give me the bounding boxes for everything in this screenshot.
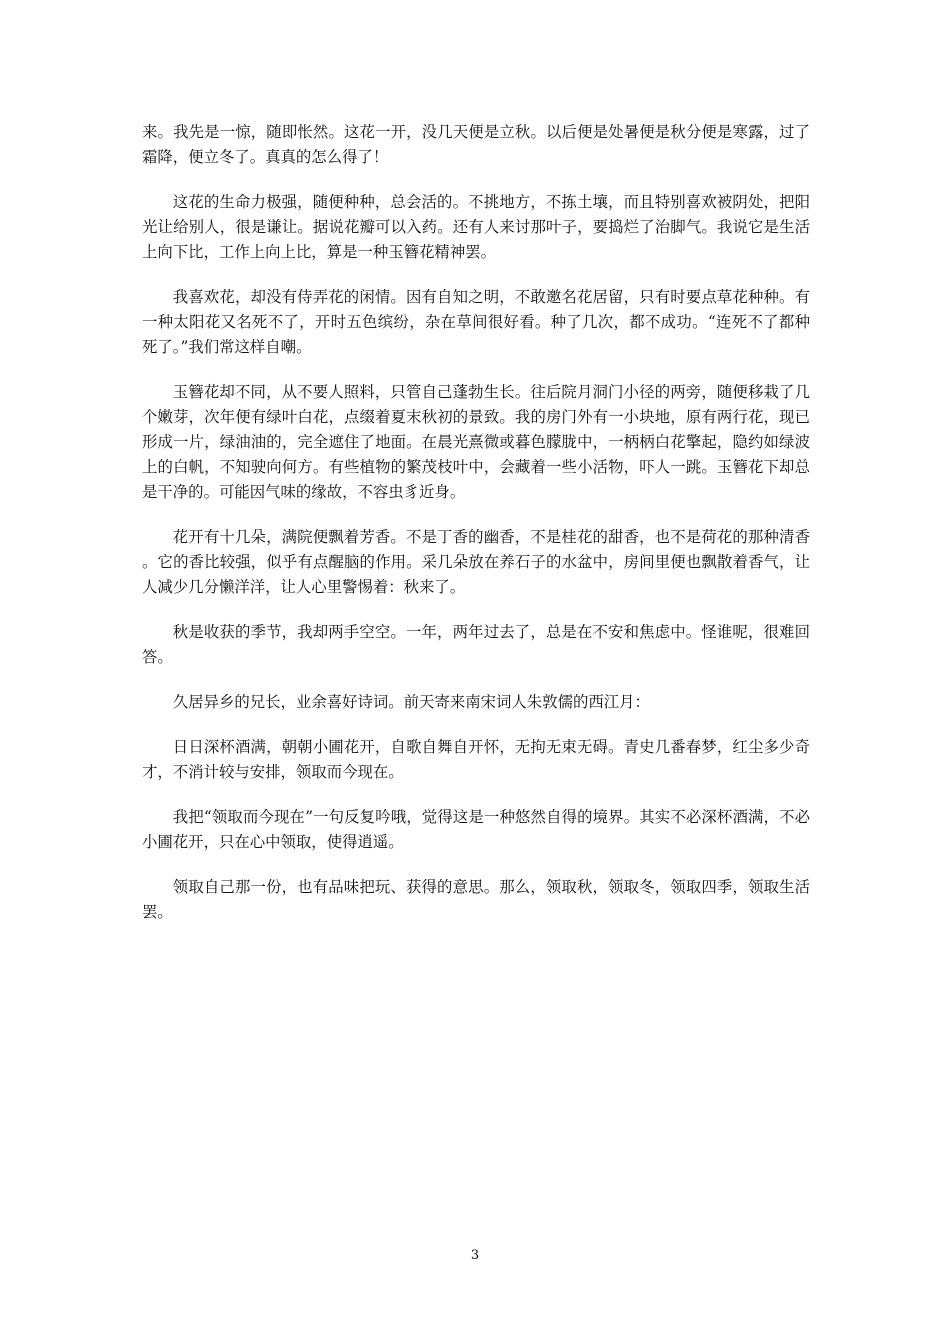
paragraph-7: 久居异乡的兄长，业余喜好诗词。前天寄来南宋词人朱敦儒的西江月： [172, 693, 650, 711]
body-text [142, 120, 810, 945]
paragraph-3: 我喜欢花，却没有侍弄花的闲情。因有自知之明，不敢邀名花居留，只有时要点草花种种。有一种太阳花又名死不了，开时五色缤纷，杂在草间很好看。种了几次，都不成功。“连死不了都种死了。”我们常这样自嘲。 [142, 288, 810, 356]
paragraph-8: 日日深杯酒满，朝朝小圃花开，自歌自舞自开怀，无拘无束无碍。青史几番春梦，红尘多少奇才，不消计较与安排，领取而今现在。 [142, 738, 810, 781]
page-number: 3 [470, 1248, 480, 1263]
paragraph-10: 领取自己那一份，也有品味把玩、获得的意思。那么，领取秋，领取冬，领取四季，领取生活罢。 [142, 878, 810, 921]
paragraph-6: 秋是收获的季节，我却两手空空。一年，两年过去了，总是在不安和焦虑中。怪谁呢，很难回答。 [142, 623, 810, 666]
paragraph-1: 来。我先是一惊，随即怅然。这花一开，没几天便是立秋。以后便是处暑便是秋分便是寒露，过了霜降，便立冬了。真真的怎么得了！ [142, 123, 810, 166]
paragraph-4: 玉簪花却不同，从不要人照料，只管自己蓬勃生长。往后院月洞门小径的两旁，随便移栽了几个嫩芽，次年便有绿叶白花，点缀着夏末秋初的景致。我的房门外有一小块地，原有两行花，现已形成一片，绿油油的，完全遮住了地面。在晨光熹微或暮色朦胧中，一柄柄白花擎起，隐约如绿波上的白帆，不知驶向何方。有些植物的繁茂枝叶中，会藏着一些小活物，吓人一跳。玉簪花下却总是干净的。可能因气味的缘故，不容虫豸近身。 [142, 383, 810, 501]
paragraph-2: 这花的生命力极强，随便种种，总会活的。不挑地方，不拣土壤，而且特别喜欢被阴处，把阳光让给别人，很是谦让。据说花瓣可以入药。还有人来讨那叶子，要捣烂了治脚气。我说它是生活上向下比，工作上向上比，算是一种玉簪花精神罢。 [142, 193, 810, 261]
paragraph-9: 我把“领取而今现在”一句反复吟哦，觉得这是一种悠然自得的境界。其实不必深杯酒满，不必小圃花开，只在心中领取，使得逍遥。 [142, 808, 810, 851]
paragraph-5: 花开有十几朵，满院便飘着芳香。不是丁香的幽香，不是桂花的甜香，也不是荷花的那种清香。它的香比较强，似乎有点醒脑的作用。采几朵放在养石子的水盆中，房间里便也飘散着香气，让人减少几分懒洋洋，让人心里警惕着：秋来了。 [142, 528, 810, 596]
